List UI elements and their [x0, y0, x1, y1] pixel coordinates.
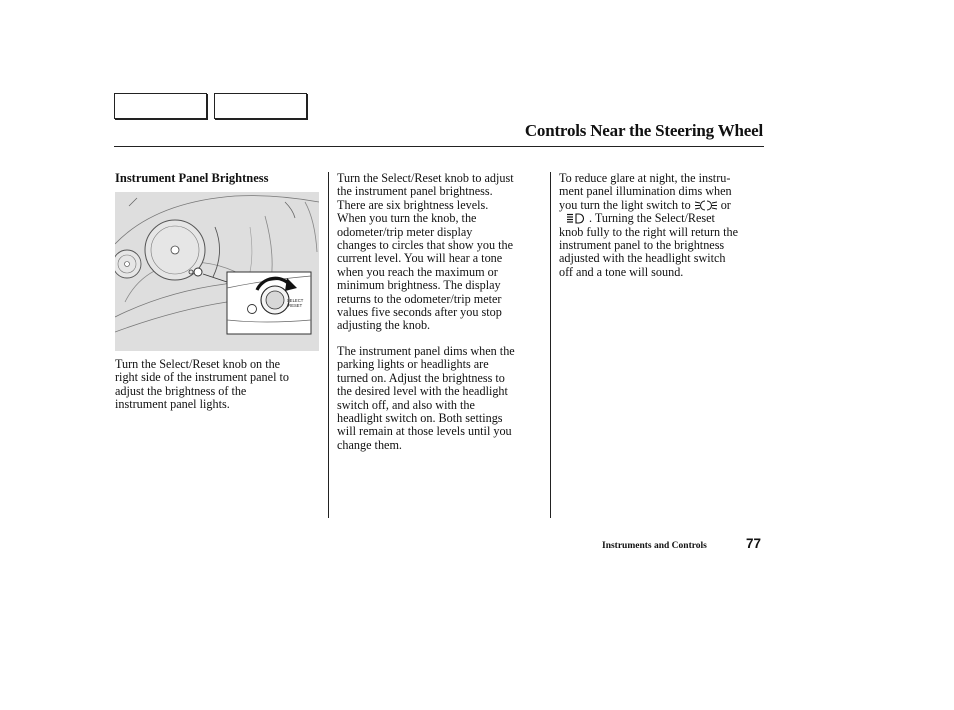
- text-line: adjust the brightness of the: [115, 383, 247, 398]
- text-line: The instrument panel dims when the: [337, 344, 515, 358]
- text-line: current level. You will hear a tone: [337, 251, 503, 266]
- instrument-cluster-icon: [115, 192, 319, 351]
- footer-section-label: Instruments and Controls: [602, 541, 707, 551]
- instrument-panel-illustration: [115, 192, 319, 351]
- text-line: change them.: [337, 437, 402, 452]
- text-line: headlight switch on. Both settings: [337, 411, 503, 426]
- title-rule: [114, 146, 764, 147]
- text-line: right side of the instrument panel to: [115, 370, 289, 385]
- text-line: adjusting the knob.: [337, 318, 431, 333]
- column-divider-1: [328, 172, 329, 518]
- text-line: [559, 212, 738, 225]
- text-line: There are six brightness levels.: [337, 197, 489, 212]
- text-line: changes to circles that show you the: [337, 238, 513, 253]
- text-line: switch off, and also with the: [337, 397, 475, 412]
- text-line: values five seconds after you stop: [337, 305, 502, 320]
- text-line: Turn the Select/Reset knob on the: [115, 357, 281, 371]
- text-line: instrument panel lights.: [115, 397, 230, 412]
- text-line: turned on. Adjust the brightness to: [337, 370, 505, 385]
- text-line: returns to the odometer/trip meter: [337, 291, 502, 306]
- text-line: off and a tone will sound.: [559, 264, 684, 279]
- text-line: minimum brightness. The display: [337, 278, 501, 293]
- headlights-icon: [567, 213, 585, 224]
- text-line: instrument panel to the brightness: [559, 238, 725, 253]
- section-heading: Instrument Panel Brightness: [115, 171, 269, 185]
- text-line: adjusted with the headlight switch: [559, 251, 726, 266]
- page-title: Controls Near the Steering Wheel: [524, 121, 763, 140]
- text-line: parking lights or headlights are: [337, 357, 489, 372]
- column-divider-2: [550, 172, 551, 518]
- col2-paragraph-2: [337, 345, 515, 452]
- nav-tab-box-1[interactable]: [114, 93, 207, 119]
- text-line: will remain at those levels until you: [337, 424, 512, 439]
- text-line: When you turn the knob, the: [337, 211, 477, 226]
- text-line: when you reach the maximum or: [337, 264, 498, 279]
- text-line: ment panel illumination dims when: [559, 184, 732, 199]
- col2-paragraph-1: [337, 172, 514, 333]
- text-line: To reduce glare at night, the instru-: [559, 171, 731, 185]
- text-line: the desired level with the headlight: [337, 384, 508, 399]
- knob-label-reset: /RESET: [287, 303, 303, 308]
- text-line: Turn the Select/Reset knob to adjust: [337, 171, 514, 185]
- nav-tab-box-2[interactable]: [214, 93, 307, 119]
- text-line: odometer/trip meter display: [337, 224, 473, 239]
- text-fragment: . Turning the Select/Reset: [589, 211, 715, 226]
- col3-paragraph: [559, 172, 738, 279]
- text-line: knob fully to the right will return the: [559, 224, 739, 239]
- text-fragment: or: [720, 197, 731, 212]
- col1-paragraph: [115, 358, 289, 412]
- text-fragment: you turn the light switch to: [559, 197, 691, 212]
- knob-label-select: SELECT: [287, 298, 304, 303]
- page-number: 77: [746, 536, 762, 551]
- text-line: [559, 199, 738, 212]
- text-line: the instrument panel brightness.: [337, 184, 493, 199]
- parking-lights-icon: [695, 200, 717, 211]
